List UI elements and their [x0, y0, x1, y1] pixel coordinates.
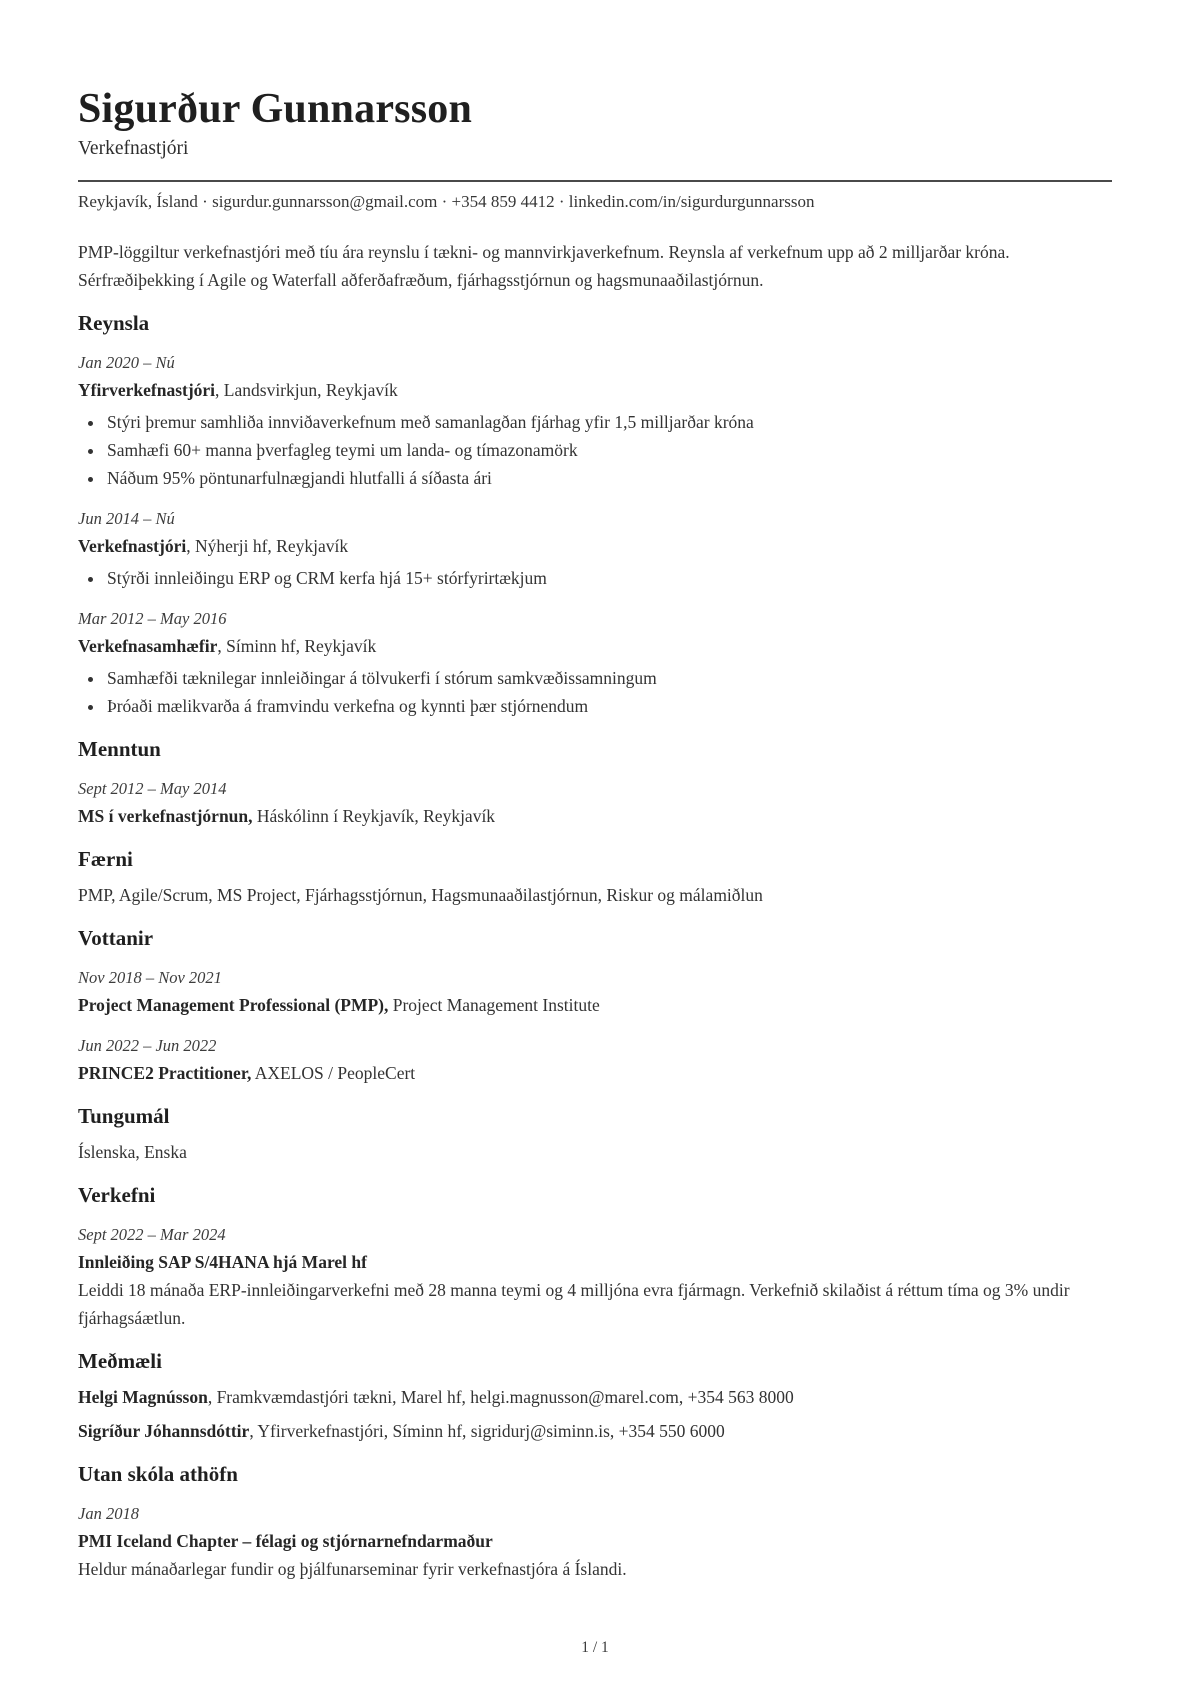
- extracurricular-entry: [78, 1503, 1112, 1583]
- entry-dates: Nov 2018 – Nov 2021: [78, 968, 222, 987]
- project-description: Leiddi 18 mánaða ERP-innleiðingarverkefni með 28 manna teymi og 4 milljóna evra fjármagn. Verkefnið skilaðist á réttum tíma og 3% undir fjárhagsáætlun.: [78, 1280, 1070, 1328]
- section-references: [78, 1348, 1112, 1445]
- entry-title: Verkefnasamhæfir: [78, 636, 218, 656]
- entry-dates: Sept 2022 – Mar 2024: [78, 1225, 226, 1244]
- section-skills: [78, 846, 1112, 909]
- header-divider: [78, 180, 1112, 182]
- entry-title: Innleiðing SAP S/4HANA hjá Marel hf: [78, 1252, 367, 1272]
- reference-meta: , Framkvæmdastjóri tækni, Marel hf, helgi.magnusson@marel.com, +354 563 8000: [207, 1387, 794, 1407]
- contact-line: Reykjavík, Ísland · sigurdur.gunnarsson@gmail.com · +354 859 4412 · linkedin.com/in/sigurdurgunnarsson: [78, 192, 815, 211]
- experience-entry: [78, 352, 1112, 492]
- bullet-item: • Samhæfði tæknilegar innleiðingar á tölvukerfi í stórum samkvæðissamningum: [105, 664, 1112, 692]
- section-experience: [78, 310, 1112, 720]
- entry-meta: , Nýherji hf, Reykjavík: [186, 536, 349, 556]
- page-indicator: 1 / 1: [581, 1639, 609, 1656]
- entry-title-line: [78, 632, 1112, 660]
- section-extracurricular: [78, 1461, 1112, 1583]
- education-entry: [78, 778, 1112, 830]
- bullet-item: • Stýri þremur samhliða innviðaverkefnum með samanlagðan fjárhag yfir 1,5 milljarðar króna: [105, 408, 1112, 436]
- skills-text: PMP, Agile/Scrum, MS Project, Fjárhagsstjórnun, Hagsmunaaðilastjórnun, Riskur og málamiðlun: [78, 885, 763, 905]
- languages-text: Íslenska, Enska: [78, 1142, 187, 1162]
- entry-dates: Mar 2012 – May 2016: [78, 609, 227, 628]
- project-entry: [78, 1224, 1112, 1332]
- summary-text: PMP-löggiltur verkefnastjóri með tíu ára reynslu í tækni- og mannvirkjaverkefnum. Reynsla af verkefnum upp að 2 milljarðar króna. Sérfræðiþekking í Agile og Waterfall aðferðafræðum, fjárhagsstjórnun og hagsmunaaðilastjórnun.: [78, 242, 1010, 290]
- section-heading-languages: Tungumál: [78, 1104, 170, 1128]
- resume-header: [78, 0, 1112, 294]
- section-heading-references: Meðmæli: [78, 1349, 162, 1373]
- entry-dates: Sept 2012 – May 2014: [78, 779, 227, 798]
- entry-meta: Háskólinn í Reykjavík, Reykjavík: [252, 806, 496, 826]
- entry-title-line: [78, 532, 1112, 560]
- entry-title: Yfirverkefnastjóri: [78, 380, 216, 400]
- certification-entry: [78, 967, 1112, 1019]
- section-heading-extracurricular: Utan skóla athöfn: [78, 1462, 238, 1486]
- entry-title-line: [78, 1248, 1112, 1276]
- experience-entry: [78, 508, 1112, 592]
- section-languages: [78, 1103, 1112, 1166]
- section-heading-projects: Verkefni: [78, 1183, 156, 1207]
- entry-title-line: [78, 802, 1112, 830]
- entry-meta: AXELOS / PeopleCert: [251, 1063, 416, 1083]
- entry-bullet-list: [78, 564, 1112, 592]
- section-heading-skills: Færni: [78, 847, 133, 871]
- reference-name: Helgi Magnússon: [78, 1387, 208, 1407]
- reference-entry: [78, 1383, 1112, 1411]
- entry-title-line: [78, 376, 1112, 404]
- entry-meta: Project Management Institute: [388, 995, 600, 1015]
- entry-bullet-list: [78, 664, 1112, 720]
- section-certifications: [78, 925, 1112, 1087]
- job-title-subtitle: Verkefnastjóri: [78, 138, 189, 159]
- entry-dates: Jun 2022 – Jun 2022: [78, 1036, 217, 1055]
- entry-dates: Jan 2018: [78, 1504, 139, 1523]
- entry-dates: Jan 2020 – Nú: [78, 353, 175, 372]
- entry-title-line: [78, 1527, 1112, 1555]
- entry-meta: , Síminn hf, Reykjavík: [217, 636, 377, 656]
- entry-bullet-list: [78, 408, 1112, 492]
- reference-name: Sigríður Jóhannsdóttir: [78, 1421, 250, 1441]
- section-heading-education: Menntun: [78, 737, 161, 761]
- entry-dates: Jun 2014 – Nú: [78, 509, 175, 528]
- reference-meta: , Yfirverkefnastjóri, Síminn hf, sigridurj@siminn.is, +354 550 6000: [249, 1421, 725, 1441]
- entry-title: MS í verkefnastjórnun,: [78, 806, 253, 826]
- bullet-item: • Náðum 95% pöntunarfulnægjandi hlutfalli á síðasta ári: [105, 464, 1112, 492]
- section-heading-experience: Reynsla: [78, 311, 150, 335]
- extracurricular-description: Heldur mánaðarlegar fundir og þjálfunarseminar fyrir verkefnastjóra á Íslandi.: [78, 1559, 627, 1579]
- bullet-item: • Þróaði mælikvarða á framvindu verkefna og kynnti þær stjórnendum: [105, 692, 1112, 720]
- entry-meta: , Landsvirkjun, Reykjavík: [215, 380, 398, 400]
- entry-title: Project Management Professional (PMP),: [78, 995, 389, 1015]
- entry-title: PMI Iceland Chapter – félagi og stjórnarnefndarmaður: [78, 1531, 493, 1551]
- certification-entry: [78, 1035, 1112, 1087]
- entry-title: Verkefnastjóri: [78, 536, 187, 556]
- section-education: [78, 736, 1112, 830]
- experience-entry: [78, 608, 1112, 720]
- entry-title-line: [78, 991, 1112, 1019]
- entry-title: PRINCE2 Practitioner,: [78, 1063, 252, 1083]
- page-title: Sigurður Gunnarsson: [78, 86, 473, 132]
- section-projects: [78, 1182, 1112, 1332]
- entry-title-line: [78, 1059, 1112, 1087]
- bullet-item: • Stýrði innleiðingu ERP og CRM kerfa hjá 15+ stórfyrirtækjum: [105, 564, 1112, 592]
- bullet-item: • Samhæfi 60+ manna þverfagleg teymi um landa- og tímazonamörk: [105, 436, 1112, 464]
- section-heading-certifications: Vottanir: [78, 926, 154, 950]
- reference-entry: [78, 1417, 1112, 1445]
